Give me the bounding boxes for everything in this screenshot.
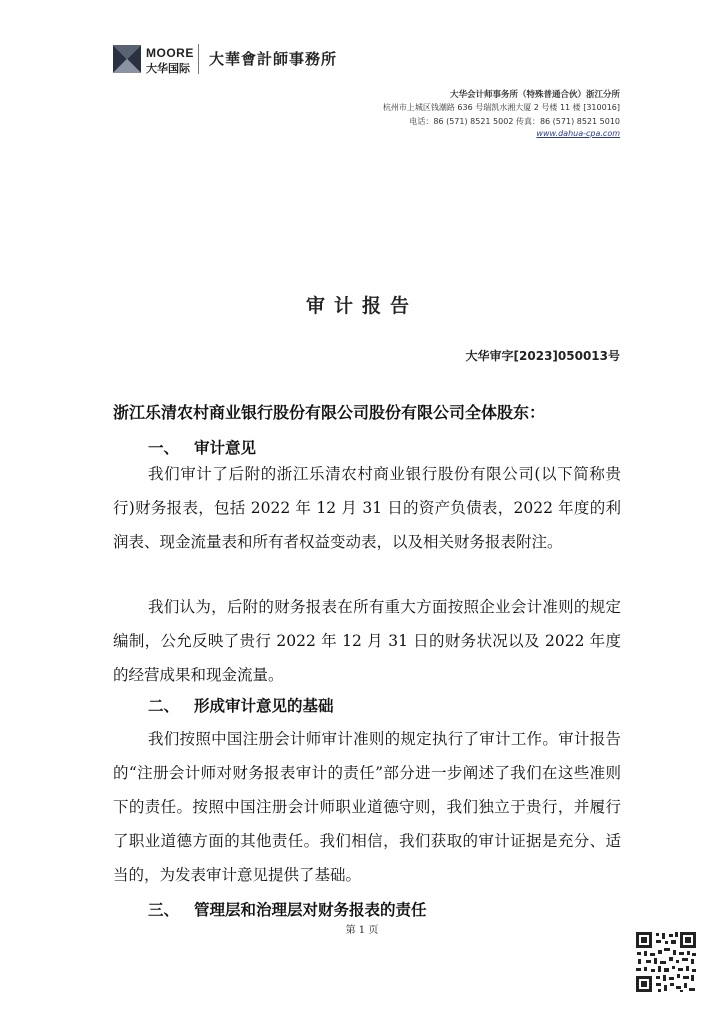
logo-english-name: MOORE [146,46,194,60]
section-heading-1 [148,436,256,458]
document-title: 审计报告 [305,295,418,317]
section-number: 二、 [148,697,180,715]
qr-code-icon [634,930,698,994]
firm-name: 大華會計師事務所 [209,50,338,68]
website-link[interactable]: www.dahua-cpa.com [536,129,620,138]
logo-chinese-name: 大华国际 [146,62,190,75]
section-number: 三、 [148,901,180,919]
office-name: 大华会计师事务所（特殊普通合伙）浙江分所 [449,90,620,100]
office-contact: 电话：86 (571) 8521 5002 传真：86 (571) 8521 5010 [409,117,620,126]
addressee: 浙江乐清农村商业银行股份有限公司股份有限公司全体股东： [113,403,546,422]
section-title: 形成审计意见的基础 [194,697,334,715]
moore-logo-icon [113,45,141,73]
office-address: 杭州市上城区钱潮路 636 号瑞凯水湘大厦 2 号楼 11 楼 [310016] [382,103,620,112]
report-number: 大华审字[2023]050013号 [465,349,620,363]
section-heading-3 [148,898,427,920]
section-title: 管理层和治理层对财务报表的责任 [194,901,427,919]
page-number: 第 1 页 [345,925,379,936]
paragraph: 我们按照中国注册会计师审计准则的规定执行了审计工作。审计报告的“注册会计师对财务报表审计的责任”部分进一步阐述了我们在这些准则下的责任。按照中国注册会计师职业道德守则，我们独立于贵行，并履行了职业道德方面的其他责任。我们相信，我们获取的审计证据是充分、适当的，为发表审计意见提供了基础。 [113,730,621,884]
section-heading-2 [148,694,334,716]
logo-divider [198,44,199,74]
section-title: 审计意见 [194,439,257,457]
paragraph: 我们认为，后附的财务报表在所有重大方面按照企业会计准则的规定编制，公允反映了贵行 2022 年 12 月 31 日的财务状况以及 2022 年度的经营成果和现金流量。 [113,598,621,684]
section-number: 一、 [148,439,180,457]
paragraph: 我们审计了后附的浙江乐清农村商业银行股份有限公司(以下简称贵行)财务报表，包括 2022 年 12 月 31 日的资产负债表，2022 年度的利润表、现金流量表和所有者权益变动表，以及相关财务报表附注。 [113,465,621,551]
